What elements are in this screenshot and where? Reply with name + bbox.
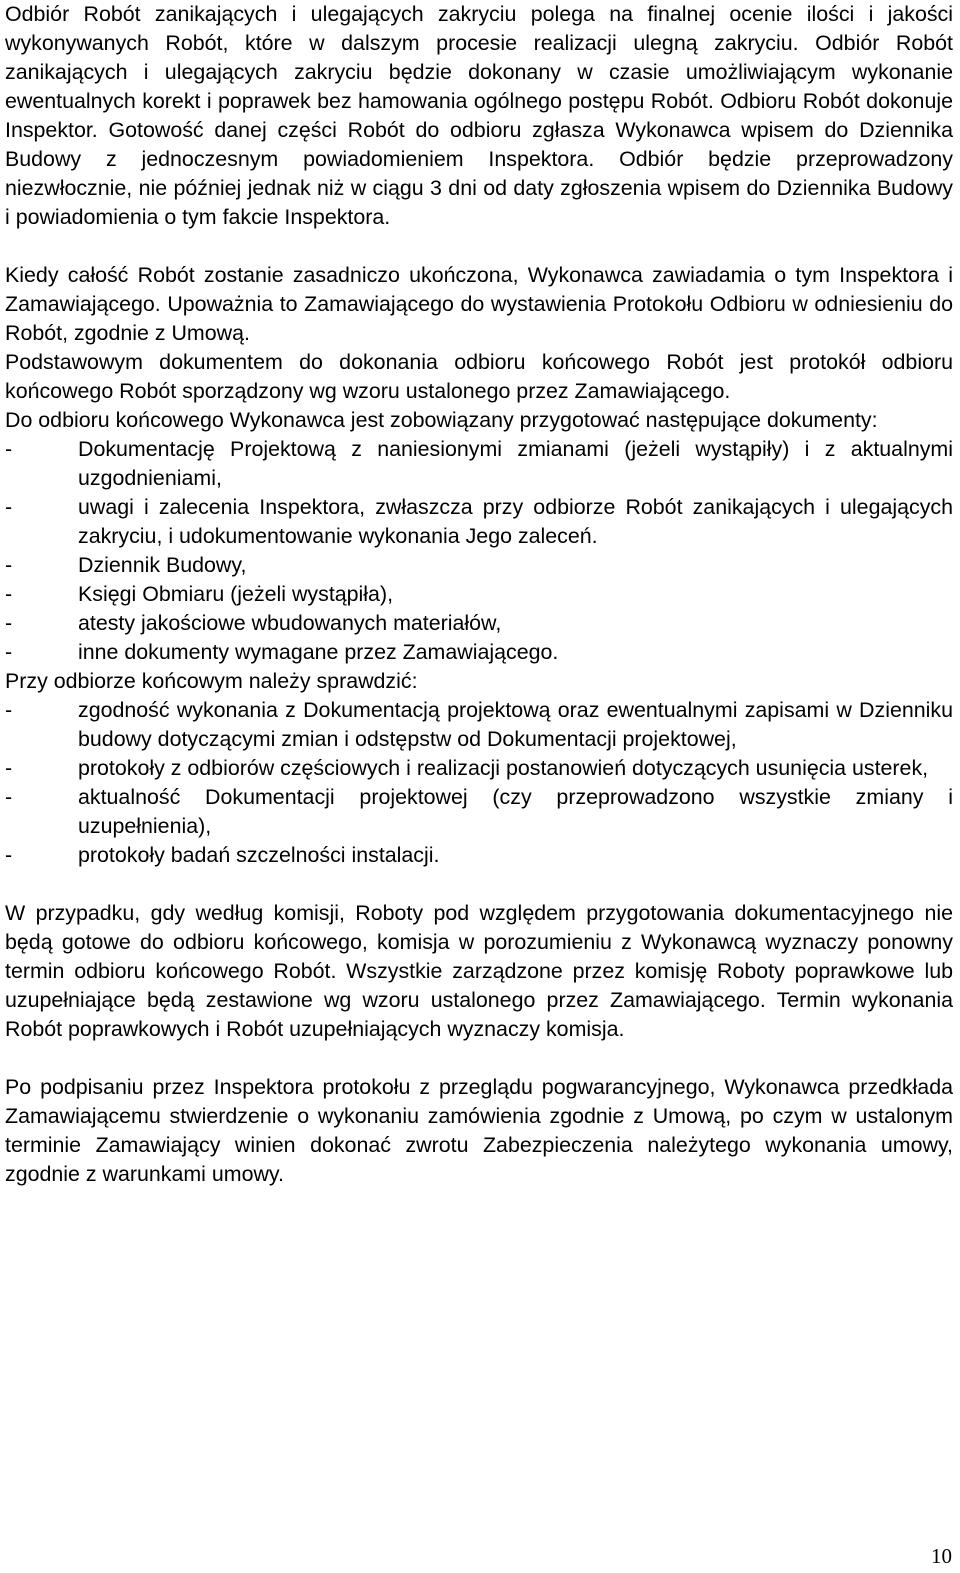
list-item-text: atesty jakościowe wbudowanych materiałów, [78,611,502,635]
list-bullet: - [5,582,13,606]
document-page [5,0,953,1189]
list-item-text: protokoły z odbiorów częściowych i realizacji postanowień dotyczących usunięcia usterek, [78,756,929,780]
paragraph-final-protocol: Podstawowym dokumentem do dokonania odbioru końcowego Robót jest protokół odbioru końcowego Robót sporządzony wg wzoru ustalonego przez Zamawiającego. [5,350,953,403]
list-item-text: protokoły badań szczelności instalacji. [78,843,440,867]
list-bullet: - [5,611,13,635]
paragraph-checks-intro: Przy odbiorze końcowym należy sprawdzić: [5,669,418,693]
list-item [5,841,953,870]
paragraph-guarantee-return: Po podpisaniu przez Inspektora protokołu z przeglądu pogwarancyjnego, Wykonawca przedkłada Zamawiającemu stwierdzenie o wykonaniu zamówienia zgodnie z Umową, po czym w ustalonym terminie Zamawiający winien dokonać zwrotu Zabezpieczenia należytego wykonania umowy, zgodnie z warunkami umowy. [5,1075,953,1186]
list-bullet: - [5,437,13,461]
list-item-text: Księgi Obmiaru (jeżeli wystąpiła), [78,582,394,606]
list-bullet: - [5,756,13,780]
list-item [5,609,953,638]
documents-list [5,435,953,667]
list-bullet: - [5,495,13,519]
list-bullet: - [5,640,13,664]
list-item-text: aktualność Dokumentacji projektowej (czy przeprowadzono wszystkie zmiany i uzupełnienia), [78,785,953,838]
paragraph-documents-intro: Do odbioru końcowego Wykonawca jest zobowiązany przygotować następujące dokumenty: [5,408,878,432]
list-bullet: - [5,553,13,577]
list-item-text: zgodność wykonania z Dokumentacją projektową oraz ewentualnymi zapisami w Dzienniku budowy dotyczącymi zmian i odstępstw od Dokumentacji projektowej, [78,698,953,751]
list-item-text: inne dokumenty wymagane przez Zamawiającego. [78,640,559,664]
list-item [5,696,953,754]
checks-list [5,696,953,870]
list-bullet: - [5,785,13,809]
paragraph-acceptance-hidden-works: Odbiór Robót zanikających i ulegających zakryciu polega na finalnej ocenie ilości i jakości wykonywanych Robót, które w dalszym procesie realizacji ulegną zakryciu. Odbiór Robót zanikających i ulegających zakryciu będzie dokonany w czasie umożliwiającym wykonanie ewentualnych korekt i poprawek bez hamowania ogólnego postępu Robót. Odbioru Robót dokonuje Inspektor. Gotowość danej części Robót do odbioru zgłasza Wykonawca wpisem do Dziennika Budowy z jednoczesnym powiadomieniem Inspektora. Odbiór będzie przeprowadzony niezwłocznie, nie później jednak niż w ciągu 3 dni od daty zgłoszenia wpisem do Dziennika Budowy i powiadomienia o tym fakcie Inspektora. [5,2,953,229]
paragraph-gap [5,232,953,261]
paragraph-incomplete-documentation: W przypadku, gdy według komisji, Roboty pod względem przygotowania dokumentacyjnego nie będą gotowe do odbioru końcowego, komisja w porozumieniu z Wykonawcą wyznaczy ponowny termin odbioru końcowego Robót. Wszystkie zarządzone przez komisję Roboty poprawkowe lub uzupełniające będą zestawione wg wzoru ustalonego przez Zamawiającego. Termin wykonania Robót poprawkowych i Robót uzupełniających wyznaczy komisja. [5,901,953,1041]
list-bullet: - [5,698,13,722]
paragraph-gap [5,870,953,899]
list-item [5,493,953,551]
list-item [5,435,953,493]
list-item-text: Dziennik Budowy, [78,553,247,577]
paragraph-completion-notice: Kiedy całość Robót zostanie zasadniczo ukończona, Wykonawca zawiadamia o tym Inspektora i Zamawiającego. Upoważnia to Zamawiającego do wystawienia Protokołu Odbioru w odniesieniu do Robót, zgodnie z Umową. [5,263,953,345]
list-item [5,580,953,609]
list-item [5,551,953,580]
list-item-text: Dokumentację Projektową z naniesionymi zmianami (jeżeli wystąpiły) i z aktualnymi uzgodnieniami, [78,437,953,490]
list-item [5,638,953,667]
list-item [5,783,953,841]
list-item [5,754,953,783]
paragraph-gap [5,1044,953,1073]
list-bullet: - [5,843,13,867]
list-item-text: uwagi i zalecenia Inspektora, zwłaszcza przy odbiorze Robót zanikających i ulegających zakryciu, i udokumentowanie wykonania Jego zaleceń. [78,495,953,548]
page-number: 10 [931,1544,952,1568]
